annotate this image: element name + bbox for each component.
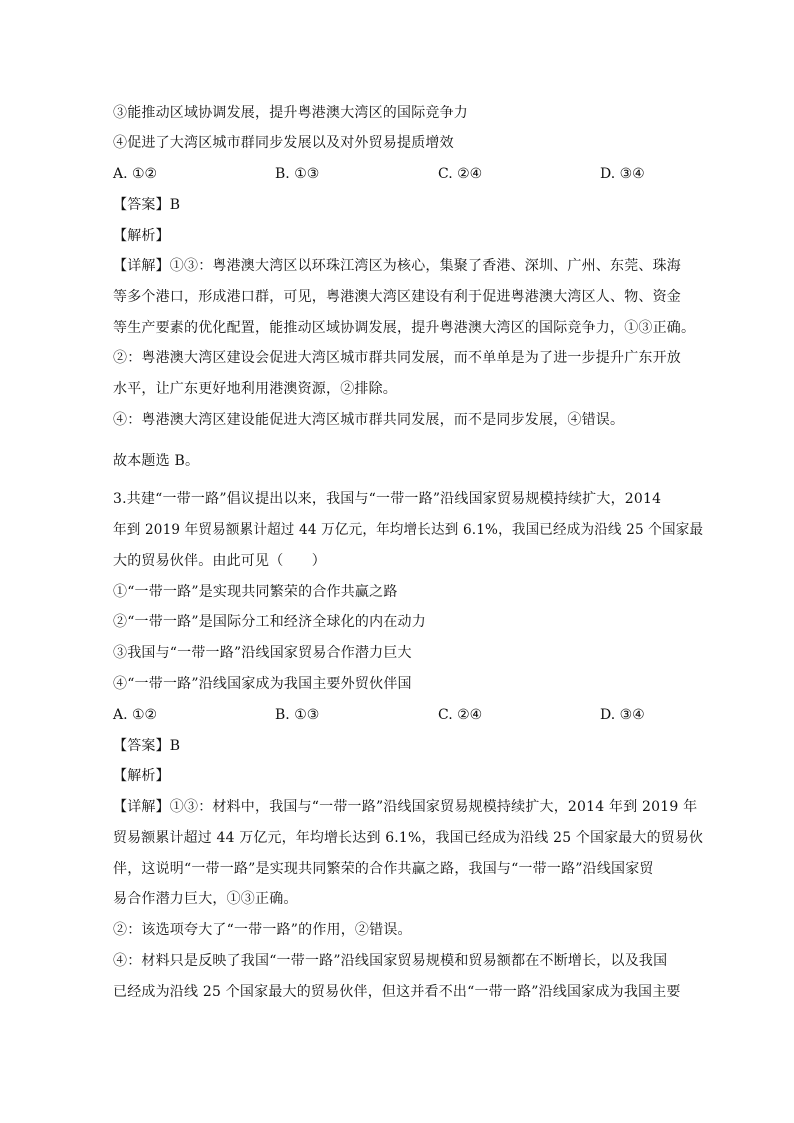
q3-stem-line: 年到 2019 年贸易额累计超过 44 万亿元，年均增长达到 6.1%，我国已经成为沿线 25 个国家最	[113, 522, 704, 538]
q3-stem-line: 大的贸易伙伴。由此可见（ ）	[113, 553, 326, 569]
q2-detail-line: 等生产要素的优化配置，能推动区域协调发展，提升粤港澳大湾区的国际竞争力，①③正确。	[113, 320, 696, 336]
q2-conclusion: 故本题选 B。	[113, 453, 200, 469]
q2-detail-line: ②：粤港澳大湾区建设会促进大湾区城市群共同发展，而不单单是为了进一步提升广东开放	[113, 350, 681, 366]
q3-detail-line: 【详解】①③：材料中，我国与“一带一路”沿线国家贸易规模持续扩大，2014 年到 2019 年	[113, 799, 698, 815]
q2-analysis-heading: 【解析】	[113, 228, 170, 244]
q2-detail-line: 【详解】①③：粤港澳大湾区以环珠江湾区为核心，集聚了香港、深圳、广州、东莞、珠海	[113, 258, 681, 274]
q3-option-a: A. ①②	[113, 707, 158, 723]
q3-option-c: C. ②④	[438, 707, 483, 723]
q2-option-c: C. ②④	[438, 166, 483, 182]
q3-answer: 【答案】B	[113, 738, 181, 754]
q3-analysis-heading: 【解析】	[113, 768, 170, 784]
q3-detail-line: ④：材料只是反映了我国“一带一路”沿线国家贸易规模和贸易额都在不断增长，以及我国	[113, 953, 668, 969]
q3-detail-line: 贸易额累计超过 44 万亿元，年均增长达到 6.1%，我国已经成为沿线 25 个国家最大的贸易伙	[113, 830, 704, 846]
q3-detail-line: 易合作潜力巨大，①③正确。	[113, 891, 298, 907]
q3-statement-3: ③我国与“一带一路”沿线国家贸易合作潜力巨大	[113, 645, 412, 661]
q3-options	[113, 705, 713, 725]
q3-statement-2: ②“一带一路”是国际分工和经济全球化的内在动力	[113, 614, 426, 630]
q3-detail-line: 已经成为沿线 25 个国家最大的贸易伙伴，但这并看不出“一带一路”沿线国家成为我国主要	[113, 984, 681, 1000]
q2-detail-line: 等多个港口，形成港口群，可见，粤港澳大湾区建设有利于促进粤港澳大湾区人、物、资金	[113, 289, 681, 305]
q2-answer: 【答案】B	[113, 197, 181, 213]
q3-detail-line: ②：该选项夸大了“一带一路”的作用，②错误。	[113, 922, 412, 938]
q3-option-b: B. ①③	[275, 707, 320, 723]
q2-option-a: A. ①②	[113, 166, 158, 182]
q3-statement-4: ④“一带一路”沿线国家成为我国主要外贸伙伴国	[113, 676, 412, 692]
q2-option-d: D. ③④	[600, 166, 645, 182]
q2-detail-line: 水平，让广东更好地利用港澳资源，②排除。	[113, 381, 397, 397]
q3-stem-line: 3.共建“一带一路”倡议提出以来，我国与“一带一路”沿线国家贸易规模持续扩大，2014	[113, 491, 662, 507]
q3-detail-line: 伴，这说明“一带一路”是实现共同繁荣的合作共赢之路，我国与“一带一路”沿线国家贸	[113, 861, 654, 877]
q2-statement-4: ④促进了大湾区城市群同步发展以及对外贸易提质增效	[113, 135, 454, 151]
q2-detail-line: ④：粤港澳大湾区建设能促进大湾区城市群共同发展，而不是同步发展，④错误。	[113, 412, 625, 428]
q3-statement-1: ①“一带一路”是实现共同繁荣的合作共赢之路	[113, 584, 398, 600]
q2-statement-3: ③能推动区域协调发展，提升粤港澳大湾区的国际竞争力	[113, 105, 468, 121]
q2-option-b: B. ①③	[275, 166, 320, 182]
q2-options	[113, 164, 713, 184]
q3-option-d: D. ③④	[600, 707, 645, 723]
